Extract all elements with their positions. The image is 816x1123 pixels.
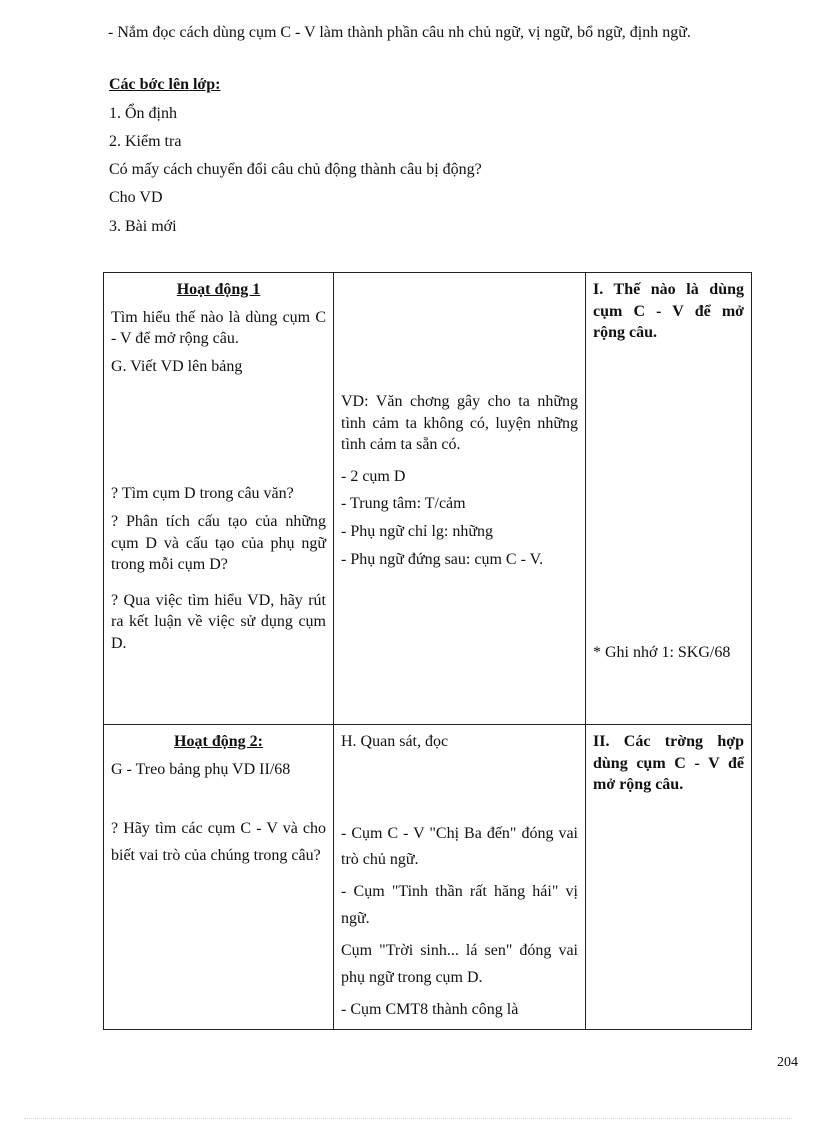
intro-paragraph: - Nắm đọc cách dùng cụm C - V làm thành phần câu nh chủ ngữ, vị ngữ, bổ ngữ, định ngữ.: [108, 24, 691, 41]
step-2: 2. Kiểm tra: [109, 133, 182, 150]
table-row: [104, 725, 752, 1030]
table-row: [104, 273, 752, 725]
check-question: Có mấy cách chuyển đổi câu chủ động thành câu bị động?: [109, 161, 482, 178]
page-number: 204: [777, 1055, 798, 1070]
question: ? Qua việc tìm hiểu VD, hãy rút ra kết luận về việc sử dụng cụm D.: [111, 591, 326, 652]
note-text: * Ghi nhớ 1: SKG/68: [593, 643, 731, 661]
section-title: Các bớc lên lớp:: [109, 76, 221, 93]
answer: - Cụm C - V "Chị Ba đến" đóng vai trò chủ ngữ.: [341, 824, 578, 868]
question: ? Tìm cụm D trong câu văn?: [111, 485, 294, 503]
step-1: 1. Ổn định: [109, 105, 177, 122]
teacher-column: [104, 273, 334, 725]
student-text: H. Quan sát, đọc: [341, 733, 449, 750]
section-heading: II. Các trờng hợp dùng cụm C - V để mở rộng câu.: [593, 733, 744, 794]
step-3: 3. Bài mới: [109, 218, 177, 235]
student-column: [334, 725, 586, 1030]
question: ? Hãy tìm các cụm C - V và cho biết vai trò của chúng trong câu?: [111, 820, 326, 864]
student-column: [334, 273, 586, 725]
activity-title: Hoạt động 2:: [174, 733, 263, 750]
lesson-table: [103, 272, 752, 1030]
check-example: Cho VD: [109, 189, 163, 206]
teacher-text: G - Treo bảng phụ VD II/68: [111, 760, 291, 778]
footer-divider: [24, 1118, 792, 1119]
answer: - 2 cụm D: [341, 467, 406, 485]
answer: Cụm "Trời sinh... lá sen" đóng vai phụ ngữ trong cụm D.: [341, 942, 578, 986]
content-column: [586, 725, 752, 1030]
answer: - Trung tâm: T/cảm: [341, 495, 466, 513]
activity-title: Hoạt động 1: [176, 281, 261, 298]
section-heading: I. Thế nào là dùng cụm C - V để mở rộng câu.: [593, 281, 744, 342]
example-text: VD: Văn chơng gây cho ta những tình cảm ta không có, luyện những tình cảm ta sẵn có.: [341, 393, 578, 454]
teacher-column: [104, 725, 334, 1030]
answer: - Cụm CMT8 thành công là: [341, 1000, 519, 1018]
answer: - Cụm "Tinh thần rất hăng hái" vị ngữ.: [341, 883, 578, 927]
answer: - Phụ ngữ đứng sau: cụm C - V.: [341, 550, 544, 568]
content-column: [586, 273, 752, 725]
teacher-text: G. Viết VD lên bảng: [111, 357, 243, 375]
teacher-text: Tìm hiểu thế nào là dùng cụm C - V để mở rộng câu.: [111, 308, 326, 348]
answer: - Phụ ngữ chỉ lg: những: [341, 522, 494, 540]
question: ? Phân tích cấu tạo của những cụm D và cấu tạo của phụ ngữ trong mỗi cụm D?: [111, 512, 326, 574]
